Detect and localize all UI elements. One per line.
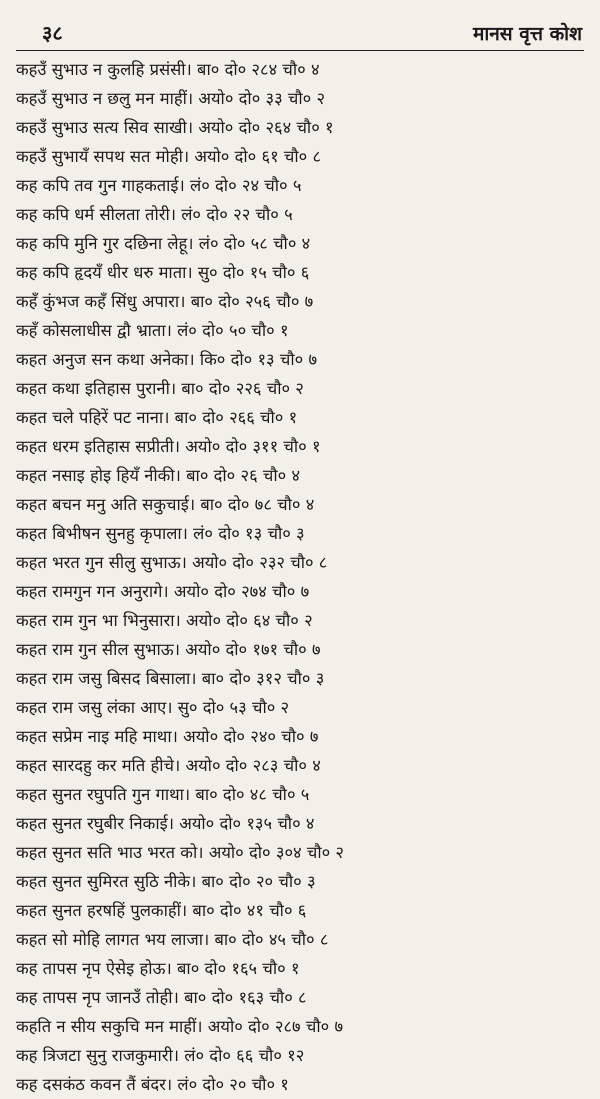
verse-entry: कह कपि मुनि गुर दछिना लेहू। लं० दो० ५८ चौ० ४ [16, 234, 311, 253]
verse-index-list [16, 55, 584, 1099]
verse-entry: कहउँ सुभायँ सपथ सत मोही। अयो० दो० ६१ चौ० ८ [16, 147, 322, 166]
verse-entry: कहत सप्रेम नाइ महि माथा। अयो० दो० २४० चौ० ७ [16, 727, 319, 746]
verse-entry: कह तापस नृप ऐसेइ होऊ। बा० दो० १६५ चौ० १ [16, 959, 300, 978]
verse-entry: कहत सुनत सति भाउ भरत को। अयो० दो० ३०४ चौ० २ [16, 843, 344, 862]
verse-entry: कहउँ सुभाउ न छलु मन माहीं। अयो० दो० ३३ चौ० २ [16, 89, 326, 108]
verse-entry: कहत सारदहु कर मति हीचे। अयो० दो० २८३ चौ० ४ [16, 756, 321, 775]
verse-entry: कह कपि हृदयँ धीर धरु माता। सु० दो० १५ चौ० ६ [16, 263, 310, 282]
verse-entry: कहत कथा इतिहास पुरानी। बा० दो० २२६ चौ० २ [16, 379, 304, 398]
verse-entry: कहत भरत गुन सीलु सुभाऊ। अयो० दो० २३२ चौ० ८ [16, 553, 328, 572]
verse-entry: कहत राम जसु लंका आए। सु० दो० ५३ चौ० २ [16, 698, 290, 717]
page-header [16, 20, 584, 51]
verse-entry: कहत सुनत हरषहिं पुलकाहीं। बा० दो० ४१ चौ० ६ [16, 901, 307, 920]
verse-entry: कहत धरम इतिहास सप्रीती। अयो० दो० ३११ चौ० १ [16, 437, 321, 456]
verse-entry: कहत सो मोहि लागत भय लाजा। बा० दो० ४५ चौ० ८ [16, 930, 329, 949]
page-number: ३८ [42, 21, 63, 45]
verse-entry: कह त्रिजटा सुनु राजकुमारी। लं० दो० ६६ चौ० १२ [16, 1046, 305, 1065]
verse-entry: कह तापस नृप जानउँ तोही। बा० दो० १६३ चौ० ८ [16, 988, 307, 1007]
verse-entry: कहत सुनत रघुपति गुन गाथा। बा० दो० ४८ चौ० ५ [16, 785, 310, 804]
verse-entry: कह कपि धर्म सीलता तोरी। लं० दो० २२ चौ० ५ [16, 205, 293, 224]
verse-entry: कहत सुनत रघुबीर निकाई। अयो० दो० १३५ चौ० ४ [16, 814, 315, 833]
verse-entry: कह कपि तव गुन गाहकताई। लं० दो० २४ चौ० ५ [16, 176, 302, 195]
verse-entry: कहत राम गुन सील सुभाऊ। अयो० दो० १७१ चौ० ७ [16, 640, 321, 659]
verse-entry: कहउँ सुभाउ न कुलहि प्रसंसी। बा० दो० २८४ चौ० ४ [16, 60, 320, 79]
verse-entry: कहत चले पहिरें पट नाना। बा० दो० २६६ चौ० १ [16, 408, 298, 427]
verse-entry: कहत राम जसु बिसद बिसाला। बा० दो० ३१२ चौ० ३ [16, 669, 325, 688]
verse-entry: कहत बचन मनु अति सकुचाई। बा० दो० ७८ चौ० ४ [16, 495, 315, 514]
verse-entry: कहति न सीय सकुचि मन माहीं। अयो० दो० २८७ चौ० ७ [16, 1017, 344, 1036]
verse-entry: कहत बिभीषन सुनहु कृपाला। लं० दो० १३ चौ० ३ [16, 524, 305, 543]
book-title: मानस वृत्त कोश [472, 23, 582, 45]
verse-entry: कहँ कोसलाधीस द्वौ भ्राता। लं० दो० ५० चौ० १ [16, 321, 289, 340]
verse-entry: कहउँ सुभाउ सत्य सिव साखी। अयो० दो० २६४ चौ० १ [16, 118, 334, 137]
verse-entry: कहत अनुज सन कथा अनेका। कि० दो० १३ चौ० ७ [16, 350, 318, 369]
verse-entry: कहत नसाइ होइ हियँ नीकी। बा० दो० २६ चौ० ४ [16, 466, 301, 485]
verse-entry: कहँ कुंभज कहँ सिंधु अपारा। बा० दो० २५६ चौ० ७ [16, 292, 314, 311]
verse-entry: कहत रामगुन गन अनुरागे। अयो० दो० २७४ चौ० ७ [16, 582, 310, 601]
verse-entry: कह दसकंठ कवन तैं बंदर। लं० दो० २० चौ० १ [16, 1075, 289, 1094]
verse-entry: कहत सुनत सुमिरत सुठि नीके। बा० दो० २० चौ० ३ [16, 872, 316, 891]
verse-entry: कहत राम गुन भा भिनुसारा। अयो० दो० ६४ चौ० २ [16, 611, 313, 630]
